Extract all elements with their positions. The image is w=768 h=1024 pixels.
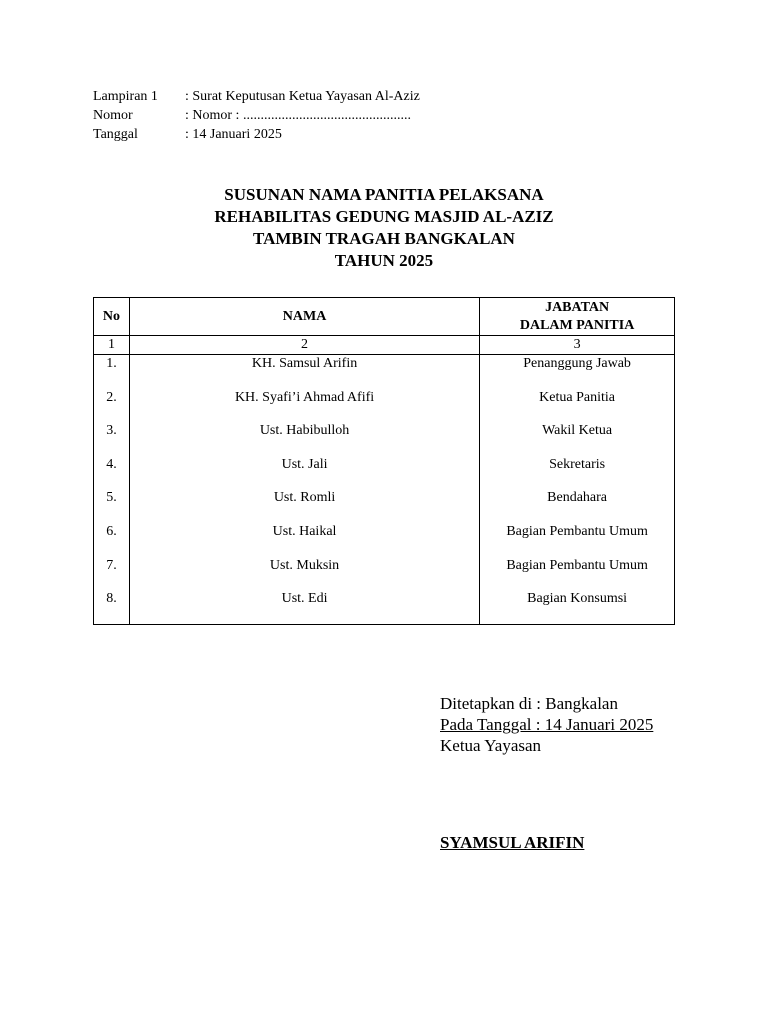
- member-name: Ust. Haikal: [272, 523, 337, 539]
- member-role: Bagian Pembantu Umum: [506, 523, 648, 539]
- member-role: Penanggung Jawab: [523, 356, 631, 371]
- title-line: SUSUNAN NAMA PANITIA PELAKSANA: [224, 185, 544, 204]
- member-name: Ust. Habibulloh: [259, 423, 350, 439]
- member-role: Sekretaris: [549, 456, 606, 472]
- committee-table: [93, 297, 675, 625]
- no-column: [94, 355, 130, 625]
- title-line: REHABILITAS GEDUNG MASJID AL-AZIZ: [214, 207, 554, 226]
- jabatan-column: [480, 355, 675, 625]
- meta-value: : Nomor : ................................................: [185, 108, 411, 123]
- meta-label: Nomor: [93, 108, 133, 123]
- signature-block: [440, 693, 653, 756]
- signatory-name: SYAMSUL ARIFIN: [440, 833, 585, 852]
- signature-place: Ditetapkan di : Bangkalan: [440, 694, 618, 713]
- column-index: 2: [129, 336, 479, 355]
- member-name: Ust. Muksin: [269, 557, 340, 573]
- member-role: Ketua Panitia: [539, 389, 615, 405]
- table-body-row: [94, 355, 675, 625]
- member-role: Bagian Pembantu Umum: [506, 557, 648, 573]
- header-nama: NAMA: [129, 298, 479, 336]
- document-title: [0, 184, 768, 272]
- meta-value: : Surat Keputusan Ketua Yayasan Al-Aziz: [185, 89, 420, 104]
- signature-position: Ketua Yayasan: [440, 736, 542, 755]
- meta-value: : 14 Januari 2025: [185, 127, 282, 142]
- header-jabatan: [480, 298, 675, 336]
- meta-label: Lampiran 1: [93, 89, 158, 104]
- row-number: 1.: [106, 356, 117, 371]
- member-name: KH. Syafi’i Ahmad Afifi: [234, 389, 375, 405]
- member-name: Ust. Romli: [273, 490, 336, 506]
- member-name: KH. Samsul Arifin: [251, 356, 358, 371]
- header-jabatan-line: JABATAN: [545, 299, 610, 315]
- column-index: 1: [94, 336, 130, 355]
- header-no: No: [94, 298, 130, 336]
- row-number: 5.: [106, 490, 117, 506]
- document-meta: [93, 87, 420, 144]
- row-number: 3.: [106, 423, 117, 439]
- member-role: Bagian Konsumsi: [527, 591, 628, 607]
- row-number: 7.: [106, 557, 117, 573]
- meta-row-nomor: [93, 106, 420, 125]
- row-number: 8.: [106, 591, 117, 607]
- row-number: 6.: [106, 523, 117, 539]
- nama-column: [129, 355, 479, 625]
- title-line: TAMBIN TRAGAH BANGKALAN: [253, 229, 515, 248]
- row-number: 4.: [106, 456, 117, 472]
- meta-row-tanggal: [93, 125, 420, 144]
- member-role: Wakil Ketua: [542, 423, 613, 439]
- signature-date: Pada Tanggal : 14 Januari 2025: [440, 715, 654, 734]
- column-index: 3: [480, 336, 675, 355]
- member-role: Bendahara: [547, 490, 608, 506]
- title-line: TAHUN 2025: [334, 251, 434, 270]
- meta-label: Tanggal: [93, 127, 138, 142]
- member-name: Ust. Edi: [281, 591, 328, 607]
- header-jabatan-line: DALAM PANITIA: [519, 317, 635, 333]
- row-number: 2.: [106, 389, 117, 405]
- column-index-row: [94, 336, 675, 355]
- table-header-row: [94, 298, 675, 336]
- meta-row-lampiran: [93, 87, 420, 106]
- member-name: Ust. Jali: [281, 456, 328, 472]
